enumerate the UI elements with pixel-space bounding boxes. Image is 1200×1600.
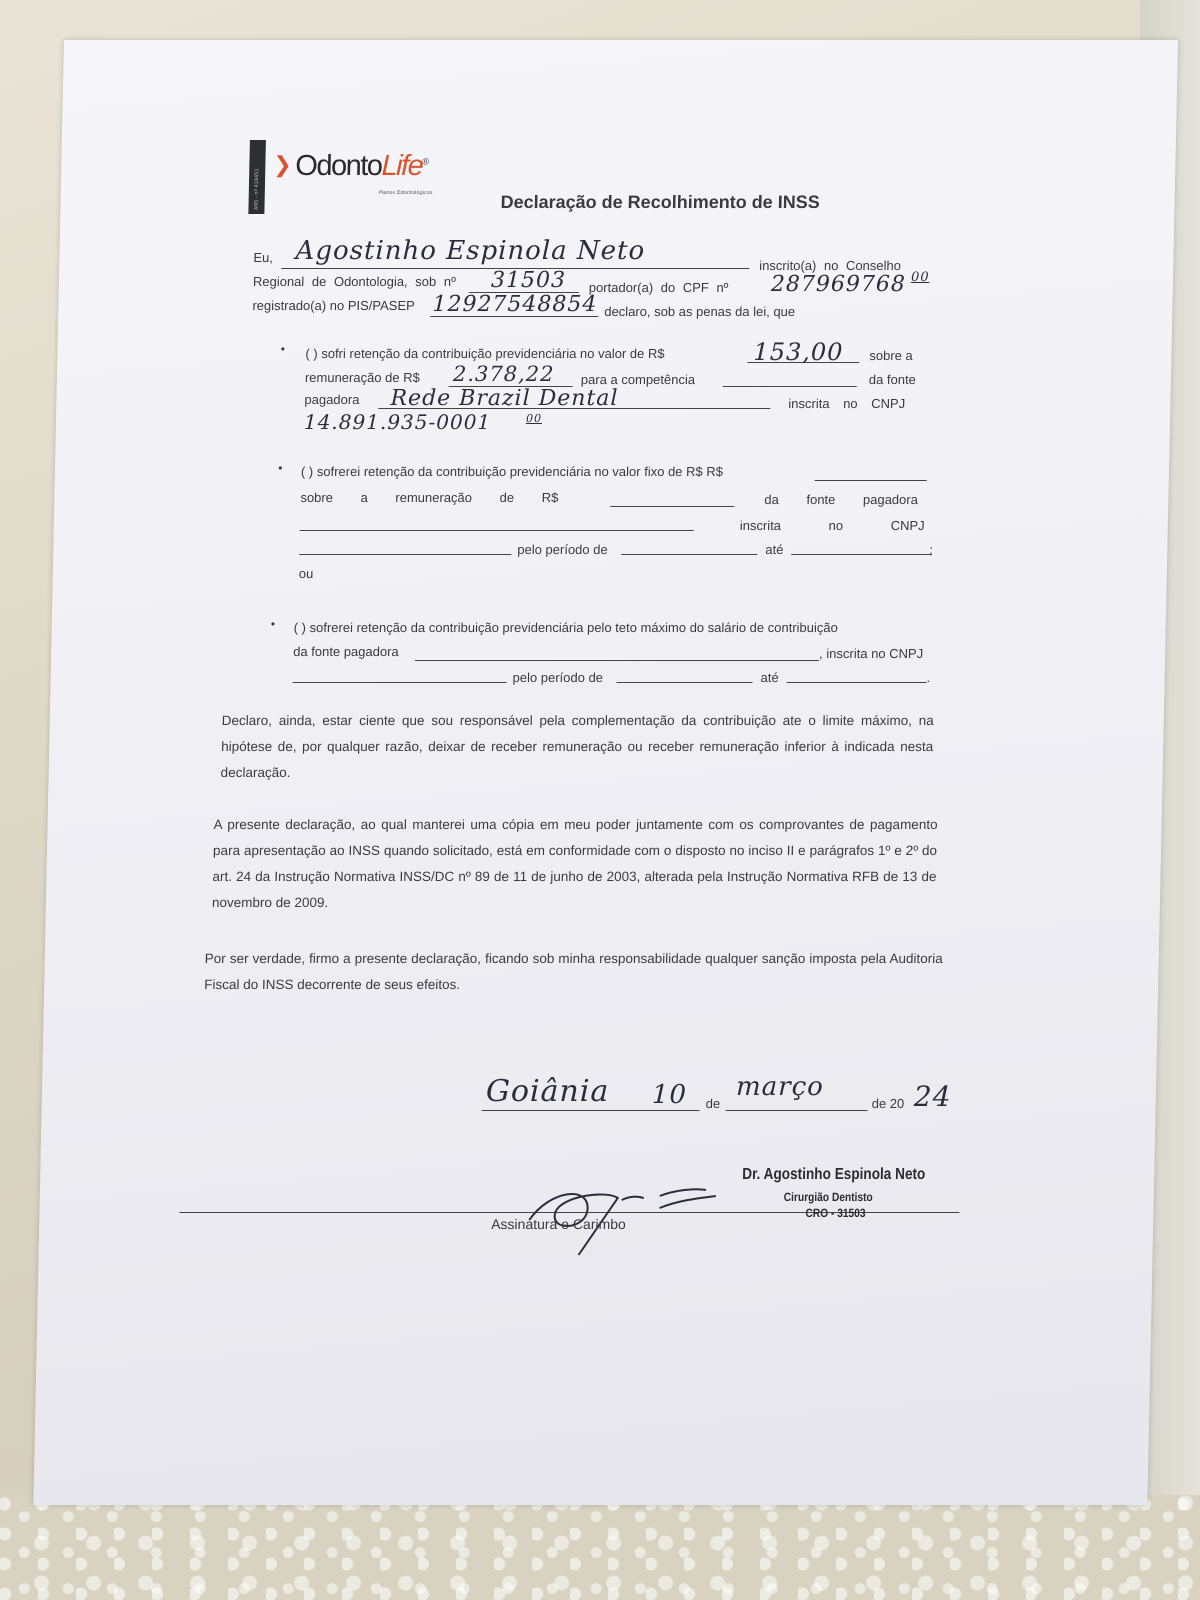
option2-valor-line bbox=[815, 480, 927, 481]
document-title: Declaração de Recolhimento de INSS bbox=[500, 192, 820, 212]
remun-filled: 2.378,22 bbox=[452, 362, 555, 386]
month-filled: março bbox=[735, 1072, 825, 1102]
option2-bullet: • bbox=[276, 462, 284, 475]
cnpj-cents: 00 bbox=[525, 412, 543, 425]
year-filled: 24 bbox=[913, 1080, 952, 1113]
paragraph-presente: A presente declaração, ao qual manterei uma cópia em meu poder juntamente com os comprovantes de pagamento para apresentação ao INSS quando solicitado, está em conformidade com o disposto no inciso II e parágrafos 1º e 2º do art. 24 da Instrução Normativa INSS/DC nº 89 de 11 de junho de 2003, alterada pela Instrução Normativa RFB de 13 de novembro de 2009. bbox=[211, 817, 938, 910]
option1-line2b: para a competência bbox=[580, 372, 696, 387]
stamp-name: Dr. Agostinho Espinola Neto bbox=[742, 1166, 926, 1183]
intro-eu: Eu, bbox=[253, 250, 274, 265]
option2-ou: ou bbox=[298, 566, 314, 581]
option3-ate-line bbox=[787, 682, 927, 683]
option3-line2a: da fonte pagadora bbox=[293, 644, 399, 659]
document-paper bbox=[33, 40, 1178, 1505]
intro-registrado: registrado(a) no PIS/PASEP bbox=[252, 298, 415, 313]
option1-line3a: pagadora bbox=[304, 392, 360, 407]
option2-cnpj-line bbox=[299, 554, 511, 555]
option2-ate: até bbox=[765, 542, 784, 557]
option1-line2c: da fonte bbox=[868, 372, 917, 387]
stamp-cro: CRO - 31503 bbox=[805, 1206, 866, 1220]
option3-cnpj-line bbox=[293, 682, 507, 683]
option1-line1b: sobre a bbox=[869, 348, 913, 363]
city-filled: Goiânia bbox=[485, 1074, 610, 1109]
logo-side-bar bbox=[248, 140, 266, 214]
cpf-filled: 287969768 bbox=[770, 272, 907, 297]
fonte-filled: Rede Brazil Dental bbox=[390, 386, 619, 411]
competencia-line bbox=[723, 386, 857, 387]
handwritten-signature bbox=[508, 1160, 740, 1260]
intro-regional: Regional de Odontologia, sob nº bbox=[252, 274, 456, 289]
logo-registered-mark: ® bbox=[422, 156, 428, 167]
logo-side-text: ANS - nº 419451 bbox=[253, 168, 261, 210]
option2-ate-line bbox=[791, 554, 931, 555]
signature-label: Assinatura e Carimbo bbox=[491, 1216, 626, 1232]
option2-line2a: sobre a remuneração de R$ bbox=[300, 490, 559, 505]
date-de1: de bbox=[705, 1096, 721, 1111]
date-de2: de 20 bbox=[871, 1096, 905, 1111]
option1-line3b: inscrita no CNPJ bbox=[788, 396, 906, 411]
option3-period-mark: . bbox=[926, 670, 931, 685]
option2-fonte-line bbox=[300, 530, 694, 531]
option2-semicolon: ; bbox=[929, 542, 934, 557]
logo-brand-main: Odonto bbox=[295, 150, 382, 182]
option2-remun-line bbox=[610, 506, 734, 507]
option1-line2a: remuneração de R$ bbox=[304, 370, 420, 385]
logo-tagline: Planos Odontológicos bbox=[378, 190, 433, 196]
option2-line2b: da fonte pagadora bbox=[764, 492, 919, 507]
month-line bbox=[726, 1110, 868, 1111]
value-filled: 153,00 bbox=[753, 338, 844, 366]
logo-icon: ❯ bbox=[273, 153, 293, 178]
paragraph-declaro: Declaro, ainda, estar ciente que sou responsável pela complementação da contribuição ate o limite máximo, na hipótese de, por qualquer razão, deixar de receber remuneração ou receber remuneração inferior à indicada nesta declaração. bbox=[220, 713, 934, 780]
option2-line1: ( ) sofrerei retenção da contribuição previdenciária no valor fixo de R$ R$ bbox=[300, 464, 724, 479]
option3-de-line bbox=[617, 682, 753, 683]
cnpj-filled: 14.891.935-0001 bbox=[303, 410, 492, 434]
option2-periodo: pelo período de bbox=[517, 542, 608, 557]
table-surface bbox=[0, 1495, 1200, 1600]
option3-line1: ( ) sofrerei retenção da contribuição previdenciária pelo teto máximo do salário de contribuição bbox=[293, 620, 838, 635]
option1-line1a: ( ) sofri retenção da contribuição previdenciária no valor de R$ bbox=[305, 346, 665, 361]
intro-declaro: declaro, sob as penas da lei, que bbox=[604, 304, 796, 319]
paragraph-verdade: Por ser verdade, firmo a presente declaração, ficando sob minha responsabilidade qualquer sanção imposta pela Auditoria Fiscal do INSS decorrente de seus efeitos. bbox=[204, 951, 943, 992]
pis-filled: 12927548854 bbox=[432, 292, 598, 317]
logo-brand-accent: Life bbox=[381, 150, 423, 182]
option1-bullet: • bbox=[279, 343, 287, 356]
cpf-cents: 00 bbox=[910, 270, 930, 285]
option2-line3: inscrita no CNPJ bbox=[739, 518, 925, 533]
city-line bbox=[482, 1110, 700, 1111]
option3-line2b: , inscrita no CNPJ bbox=[818, 646, 924, 661]
option3-periodo: pelo período de bbox=[512, 670, 604, 685]
intro-portador: portador(a) do CPF nº bbox=[588, 280, 729, 295]
option3-bullet: • bbox=[269, 618, 277, 631]
name-filled: Agostinho Espinola Neto bbox=[295, 236, 646, 266]
day-filled: 10 bbox=[651, 1080, 688, 1110]
intro-inscrito: inscrito(a) no Conselho bbox=[759, 258, 902, 273]
stamp-role: Cirurgião Dentisto bbox=[783, 1190, 873, 1204]
logo-wordmark bbox=[295, 150, 428, 183]
option3-fonte-line bbox=[415, 660, 819, 661]
option2-de-line bbox=[621, 554, 757, 555]
option3-ate: até bbox=[760, 670, 779, 685]
cro-filled: 31503 bbox=[490, 268, 567, 293]
